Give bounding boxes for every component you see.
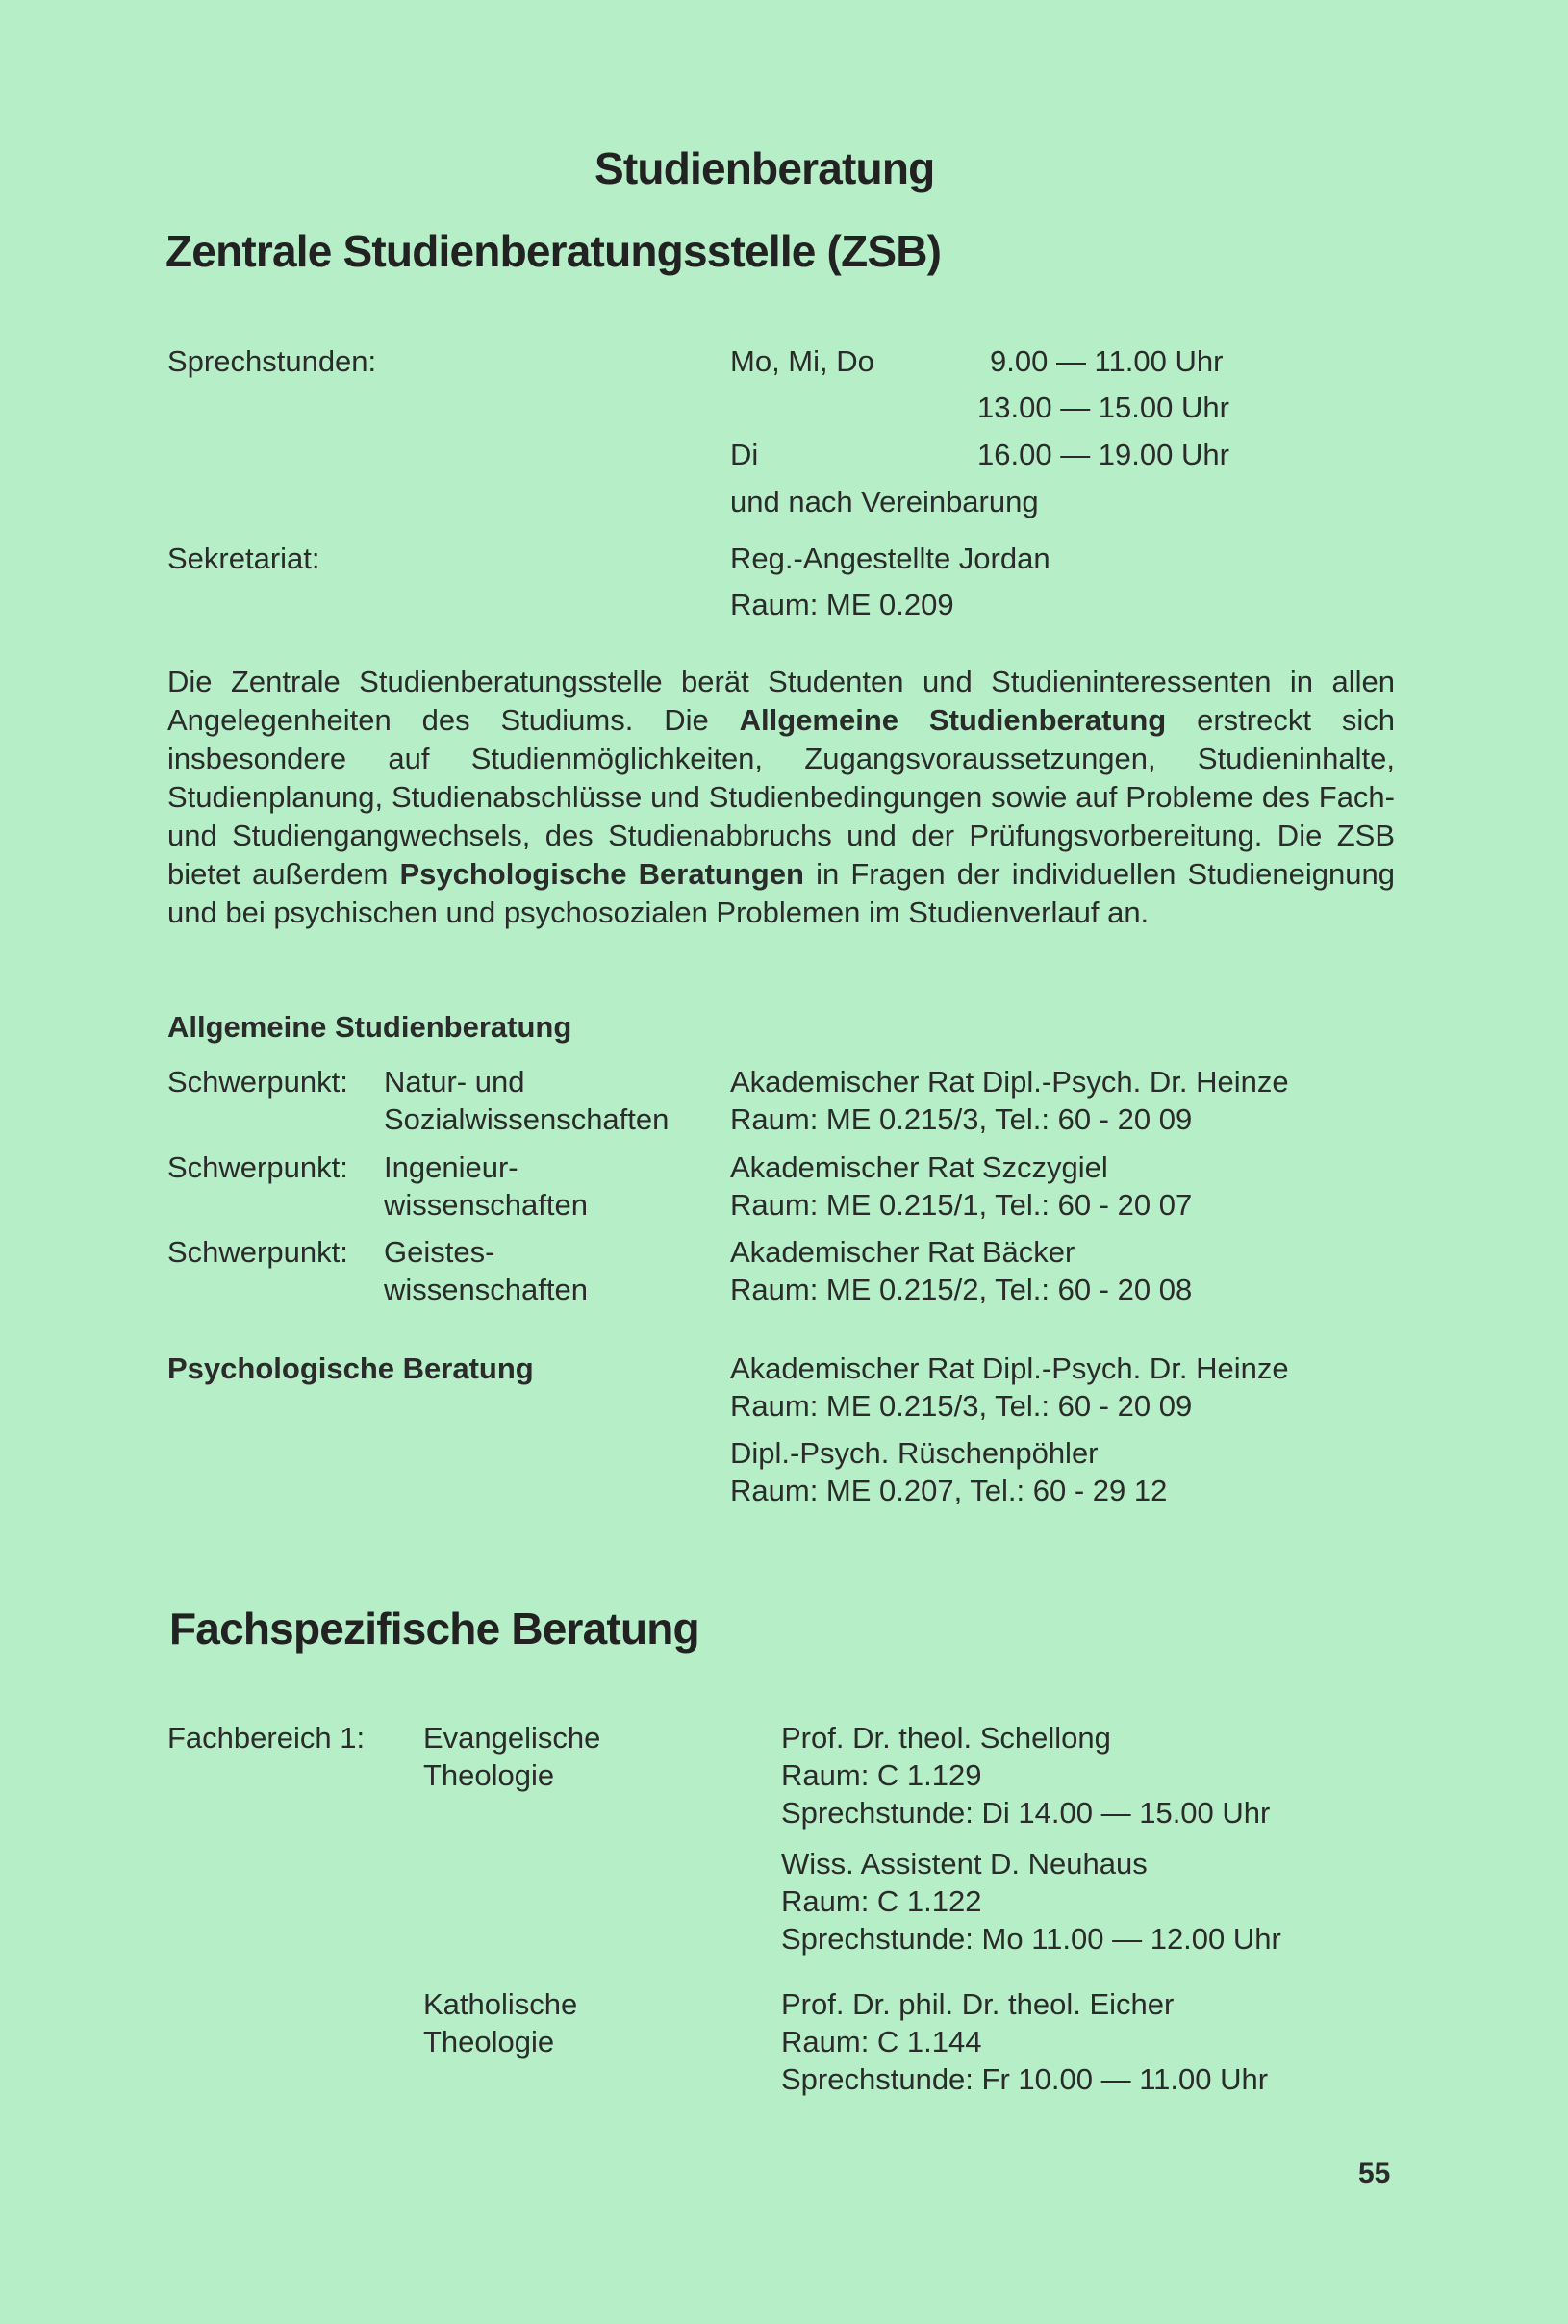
schwerpunkt-label: Schwerpunkt: [167, 1150, 348, 1184]
intro-paragraph [167, 663, 1395, 932]
advisor-name: Akademischer Rat Dipl.-Psych. Dr. Heinze [730, 1351, 1289, 1385]
subject-name: Theologie [423, 1758, 555, 1792]
sprechstunden-days: Di [730, 438, 759, 471]
advisor-room: Raum: C 1.144 [781, 2025, 982, 2059]
fach-heading: Fachspezifische Beratung [169, 1604, 699, 1654]
intro-bold-term: Psychologische Beratungen [399, 857, 804, 891]
advisor-room: Raum: ME 0.215/3, Tel.: 60 - 20 09 [730, 1102, 1193, 1136]
intro-text: Die Zentrale Studienberatungsstelle berät Studenten und Studieninteressenten in allen Angelegenheiten des Studiums. Die [167, 665, 1395, 737]
advisor-room: Raum: C 1.122 [781, 1884, 982, 1918]
sprechstunden-time: 16.00 — 19.00 Uhr [977, 438, 1229, 471]
sprechstunden-days: Mo, Mi, Do [730, 344, 874, 378]
advisor-name: Dipl.-Psych. Rüschenpöhler [730, 1436, 1099, 1470]
advisor-name: Akademischer Rat Dipl.-Psych. Dr. Heinze [730, 1065, 1289, 1099]
advisor-hours: Sprechstunde: Mo 11.00 — 12.00 Uhr [781, 1922, 1281, 1956]
advisor-name: Akademischer Rat Bäcker [730, 1235, 1075, 1269]
advisor-room: Raum: C 1.129 [781, 1758, 982, 1792]
schwerpunkt-field: Natur- und [384, 1065, 525, 1099]
advisor-name: Prof. Dr. phil. Dr. theol. Eicher [781, 1987, 1175, 2021]
fachbereich-label: Fachbereich 1: [167, 1721, 366, 1755]
advisor-room: Raum: ME 0.215/3, Tel.: 60 - 20 09 [730, 1389, 1193, 1423]
sekretariat-room: Raum: ME 0.209 [730, 588, 954, 621]
advisor-room: Raum: ME 0.215/2, Tel.: 60 - 20 08 [730, 1273, 1193, 1306]
schwerpunkt-field: Ingenieur- [384, 1150, 518, 1184]
page-title: Studienberatung [594, 143, 935, 193]
advisor-room: Raum: ME 0.207, Tel.: 60 - 29 12 [730, 1474, 1168, 1507]
zsb-heading: Zentrale Studienberatungsstelle (ZSB) [165, 226, 942, 276]
advisor-hours: Sprechstunde: Di 14.00 — 15.00 Uhr [781, 1796, 1271, 1830]
subject-name: Evangelische [423, 1721, 601, 1755]
intro-bold-term: Allgemeine Studienberatung [739, 703, 1167, 737]
sekretariat-label: Sekretariat: [167, 542, 320, 575]
advisor-name: Akademischer Rat Szczygiel [730, 1150, 1108, 1184]
allgemeine-heading: Allgemeine Studienberatung [167, 1010, 572, 1044]
subject-name: Katholische [423, 1987, 578, 2021]
sprechstunden-label: Sprechstunden: [167, 344, 377, 378]
intro-text: erstreckt sich insbesondere auf Studienmöglichkeiten, Zugangsvoraussetzungen, Studieninhalte, Studienplanung, Studienabschlüsse und Studienbedingungen sowie auf Probleme des Fach- und Studiengangwechsels, des Studienabbruchs und der Prüfungsvorbereitung. Die ZSB bietet außerdem [167, 703, 1395, 891]
advisor-name: Wiss. Assistent D. Neuhaus [781, 1847, 1148, 1881]
sprechstunden-note: und nach Vereinbarung [730, 485, 1039, 518]
sprechstunden-time: 9.00 — 11.00 Uhr [990, 344, 1224, 378]
intro-text: in Fragen der individuellen Studieneignung und bei psychischen und psychosozialen Problemen im Studienverlauf an. [167, 857, 1395, 929]
advisor-room: Raum: ME 0.215/1, Tel.: 60 - 20 07 [730, 1188, 1193, 1222]
advisor-name: Prof. Dr. theol. Schellong [781, 1721, 1111, 1755]
sekretariat-name: Reg.-Angestellte Jordan [730, 542, 1050, 575]
sprechstunden-time: 13.00 — 15.00 Uhr [977, 391, 1229, 424]
subject-name: Theologie [423, 2025, 555, 2059]
schwerpunkt-label: Schwerpunkt: [167, 1065, 348, 1099]
psych-heading: Psychologische Beratung [167, 1351, 534, 1385]
schwerpunkt-label: Schwerpunkt: [167, 1235, 348, 1269]
advisor-hours: Sprechstunde: Fr 10.00 — 11.00 Uhr [781, 2062, 1269, 2096]
schwerpunkt-field: Sozialwissenschaften [384, 1102, 670, 1136]
page-number: 55 [1358, 2158, 1391, 2189]
schwerpunkt-field: wissenschaften [384, 1188, 588, 1222]
schwerpunkt-field: Geistes- [384, 1235, 495, 1269]
schwerpunkt-field: wissenschaften [384, 1273, 588, 1306]
